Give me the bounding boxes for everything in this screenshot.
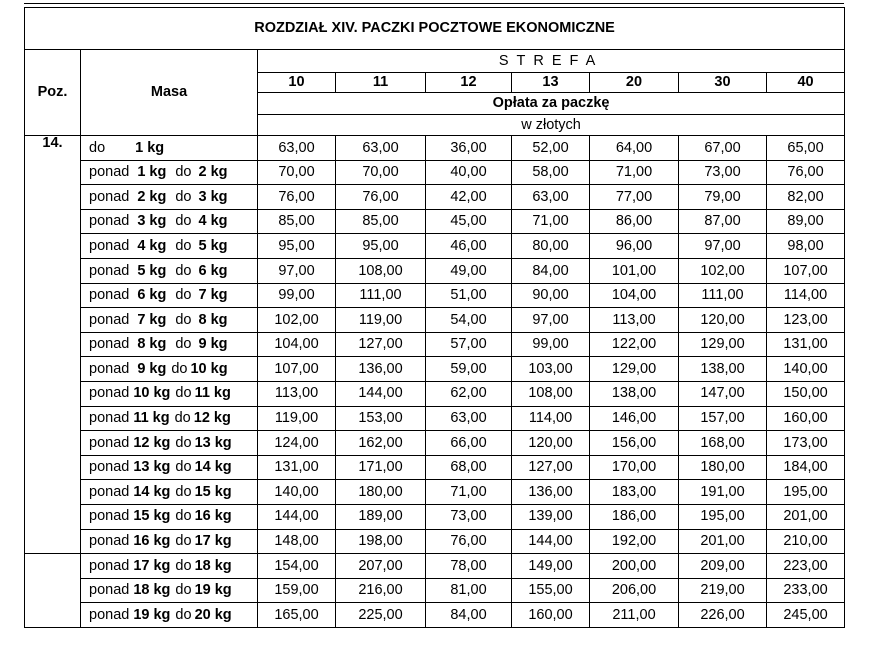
mass-to: 7 kg — [198, 287, 228, 304]
price-zone-40: 223,00 — [767, 554, 845, 579]
mass-from: 3 kg — [137, 213, 167, 230]
mass-to: 12 kg — [193, 410, 231, 427]
table-row — [25, 258, 845, 283]
mass-to: 5 kg — [198, 237, 228, 254]
mass-prefix: ponad — [89, 287, 130, 304]
mass-range — [81, 136, 258, 161]
price-zone-30: 195,00 — [679, 504, 767, 529]
price-zone-13: 139,00 — [512, 504, 590, 529]
mass-to: 14 kg — [194, 459, 232, 476]
mass-from: 9 kg — [137, 360, 167, 377]
price-zone-30: 219,00 — [679, 578, 767, 603]
price-zone-40: 173,00 — [767, 431, 845, 456]
price-zone-12: 46,00 — [426, 234, 512, 259]
price-zone-10: 154,00 — [258, 554, 336, 579]
price-zone-30: 79,00 — [679, 185, 767, 210]
zone-header-30: 30 — [679, 73, 767, 93]
price-zone-10: 102,00 — [258, 308, 336, 333]
price-zone-13: 160,00 — [512, 603, 590, 628]
mass-to-word: do — [175, 459, 192, 476]
price-zone-12: 76,00 — [426, 529, 512, 554]
section-title: ROZDZIAŁ XIV. PACZKI POCZTOWE EKONOMICZNE — [25, 8, 845, 50]
header-masa: Masa — [81, 50, 258, 136]
price-zone-30: 157,00 — [679, 406, 767, 431]
price-zone-12: 73,00 — [426, 504, 512, 529]
mass-to-word: do — [175, 237, 192, 254]
mass-to-word: do — [175, 606, 192, 623]
tariff-body — [25, 136, 845, 628]
mass-from: 14 kg — [133, 483, 171, 500]
price-zone-13: 63,00 — [512, 185, 590, 210]
mass-to: 15 kg — [194, 483, 232, 500]
price-zone-30: 201,00 — [679, 529, 767, 554]
mass-range — [81, 480, 258, 505]
position-empty — [25, 554, 81, 628]
price-zone-30: 168,00 — [679, 431, 767, 456]
price-zone-12: 81,00 — [426, 578, 512, 603]
mass-range — [81, 381, 258, 406]
price-zone-30: 209,00 — [679, 554, 767, 579]
mass-to-word: do — [175, 483, 192, 500]
price-zone-30: 73,00 — [679, 160, 767, 185]
mass-prefix: ponad — [89, 434, 130, 451]
position-number: 14. — [25, 136, 81, 554]
mass-to-word: do — [171, 360, 188, 377]
table-row — [25, 529, 845, 554]
price-zone-13: 103,00 — [512, 357, 590, 382]
mass-to: 9 kg — [198, 336, 228, 353]
price-zone-11: 63,00 — [336, 136, 426, 161]
price-zone-10: 140,00 — [258, 480, 336, 505]
mass-from: 15 kg — [133, 508, 171, 525]
price-zone-20: 211,00 — [590, 603, 679, 628]
price-zone-30: 97,00 — [679, 234, 767, 259]
mass-to-word: do — [175, 336, 192, 353]
mass-to-word: do — [175, 533, 192, 550]
mass-from: 1 kg — [137, 164, 167, 181]
price-zone-40: 210,00 — [767, 529, 845, 554]
price-zone-30: 191,00 — [679, 480, 767, 505]
price-zone-30: 67,00 — [679, 136, 767, 161]
mass-prefix: ponad — [89, 336, 130, 353]
price-zone-10: 104,00 — [258, 332, 336, 357]
price-zone-10: 76,00 — [258, 185, 336, 210]
zone-header-12: 12 — [426, 73, 512, 93]
header-fee: Opłata za paczkę — [258, 93, 845, 115]
mass-range — [81, 431, 258, 456]
mass-to: 3 kg — [198, 188, 228, 205]
mass-prefix: ponad — [89, 459, 130, 476]
mass-prefix: ponad — [89, 360, 130, 377]
mass-to: 20 kg — [194, 606, 232, 623]
mass-from: 5 kg — [137, 262, 167, 279]
mass-to: 4 kg — [198, 213, 228, 230]
price-zone-13: 108,00 — [512, 381, 590, 406]
price-zone-11: 95,00 — [336, 234, 426, 259]
price-zone-13: 99,00 — [512, 332, 590, 357]
price-zone-13: 84,00 — [512, 258, 590, 283]
price-zone-12: 51,00 — [426, 283, 512, 308]
price-zone-40: 98,00 — [767, 234, 845, 259]
mass-from: 6 kg — [137, 287, 167, 304]
price-zone-13: 149,00 — [512, 554, 590, 579]
mass-range — [81, 603, 258, 628]
mass-prefix: ponad — [89, 508, 130, 525]
price-zone-11: 225,00 — [336, 603, 426, 628]
mass-range — [81, 185, 258, 210]
table-row — [25, 381, 845, 406]
mass-to: 10 kg — [190, 360, 228, 377]
mass-range — [81, 406, 258, 431]
price-zone-20: 122,00 — [590, 332, 679, 357]
mass-to-word: do — [175, 557, 192, 574]
mass-to-word: do — [175, 164, 192, 181]
price-zone-20: 129,00 — [590, 357, 679, 382]
price-zone-20: 170,00 — [590, 455, 679, 480]
tariff-table — [24, 7, 845, 628]
price-zone-30: 138,00 — [679, 357, 767, 382]
price-zone-20: 146,00 — [590, 406, 679, 431]
price-zone-10: 99,00 — [258, 283, 336, 308]
price-zone-11: 119,00 — [336, 308, 426, 333]
mass-to: 13 kg — [194, 434, 232, 451]
price-zone-40: 114,00 — [767, 283, 845, 308]
mass-to-word: do — [175, 582, 192, 599]
mass-prefix: ponad — [89, 213, 130, 230]
header-strefa: STREFA — [258, 50, 845, 73]
price-zone-30: 87,00 — [679, 209, 767, 234]
price-zone-10: 97,00 — [258, 258, 336, 283]
price-zone-20: 86,00 — [590, 209, 679, 234]
mass-from: 16 kg — [133, 533, 171, 550]
price-zone-20: 71,00 — [590, 160, 679, 185]
mass-prefix: do — [89, 139, 106, 156]
price-zone-40: 76,00 — [767, 160, 845, 185]
mass-range — [81, 283, 258, 308]
zone-header-13: 13 — [512, 73, 590, 93]
price-zone-12: 36,00 — [426, 136, 512, 161]
zone-header-40: 40 — [767, 73, 845, 93]
zone-header-20: 20 — [590, 73, 679, 93]
table-row — [25, 185, 845, 210]
price-zone-40: 245,00 — [767, 603, 845, 628]
price-zone-40: 150,00 — [767, 381, 845, 406]
price-zone-40: 65,00 — [767, 136, 845, 161]
mass-prefix: ponad — [89, 606, 130, 623]
price-zone-11: 127,00 — [336, 332, 426, 357]
mass-prefix: ponad — [89, 311, 130, 328]
table-row — [25, 406, 845, 431]
price-zone-20: 183,00 — [590, 480, 679, 505]
table-row — [25, 136, 845, 161]
price-zone-11: 189,00 — [336, 504, 426, 529]
mass-from: 2 kg — [137, 188, 167, 205]
price-zone-20: 186,00 — [590, 504, 679, 529]
price-zone-30: 102,00 — [679, 258, 767, 283]
price-zone-40: 201,00 — [767, 504, 845, 529]
price-zone-10: 144,00 — [258, 504, 336, 529]
table-row — [25, 308, 845, 333]
price-zone-40: 140,00 — [767, 357, 845, 382]
price-zone-13: 136,00 — [512, 480, 590, 505]
price-zone-10: 165,00 — [258, 603, 336, 628]
mass-to: 18 kg — [194, 557, 232, 574]
mass-to-word: do — [175, 188, 192, 205]
price-zone-40: 160,00 — [767, 406, 845, 431]
mass-from: 12 kg — [133, 434, 171, 451]
price-zone-30: 111,00 — [679, 283, 767, 308]
mass-from: 10 kg — [133, 385, 171, 402]
price-zone-20: 77,00 — [590, 185, 679, 210]
price-zone-12: 49,00 — [426, 258, 512, 283]
table-row — [25, 431, 845, 456]
mass-range — [81, 160, 258, 185]
price-zone-10: 113,00 — [258, 381, 336, 406]
price-zone-30: 226,00 — [679, 603, 767, 628]
price-zone-30: 180,00 — [679, 455, 767, 480]
price-zone-40: 233,00 — [767, 578, 845, 603]
price-zone-12: 54,00 — [426, 308, 512, 333]
price-zone-40: 184,00 — [767, 455, 845, 480]
table-row — [25, 578, 845, 603]
header-poz: Poz. — [25, 50, 81, 136]
mass-from: 4 kg — [137, 237, 167, 254]
price-zone-20: 101,00 — [590, 258, 679, 283]
price-zone-20: 64,00 — [590, 136, 679, 161]
zone-header-10: 10 — [258, 73, 336, 93]
price-zone-11: 207,00 — [336, 554, 426, 579]
mass-from: 11 kg — [133, 410, 170, 427]
mass-from: 18 kg — [133, 582, 171, 599]
price-zone-12: 40,00 — [426, 160, 512, 185]
price-zone-12: 59,00 — [426, 357, 512, 382]
price-zone-10: 159,00 — [258, 578, 336, 603]
price-zone-11: 153,00 — [336, 406, 426, 431]
price-zone-13: 144,00 — [512, 529, 590, 554]
price-zone-10: 70,00 — [258, 160, 336, 185]
price-zone-40: 107,00 — [767, 258, 845, 283]
price-zone-11: 144,00 — [336, 381, 426, 406]
price-zone-12: 42,00 — [426, 185, 512, 210]
mass-to: 6 kg — [198, 262, 228, 279]
price-zone-11: 111,00 — [336, 283, 426, 308]
mass-prefix: ponad — [89, 410, 130, 427]
price-zone-12: 63,00 — [426, 406, 512, 431]
price-zone-11: 180,00 — [336, 480, 426, 505]
price-zone-11: 136,00 — [336, 357, 426, 382]
mass-to: 2 kg — [198, 164, 228, 181]
mass-range — [81, 234, 258, 259]
price-zone-10: 85,00 — [258, 209, 336, 234]
mass-to-word: do — [175, 213, 192, 230]
mass-range — [81, 578, 258, 603]
price-zone-10: 119,00 — [258, 406, 336, 431]
price-zone-12: 84,00 — [426, 603, 512, 628]
price-zone-30: 129,00 — [679, 332, 767, 357]
mass-prefix: ponad — [89, 582, 130, 599]
price-zone-40: 123,00 — [767, 308, 845, 333]
mass-range — [81, 209, 258, 234]
mass-to: 8 kg — [198, 311, 228, 328]
price-zone-13: 127,00 — [512, 455, 590, 480]
mass-range — [81, 504, 258, 529]
price-zone-20: 96,00 — [590, 234, 679, 259]
mass-from: 19 kg — [133, 606, 171, 623]
price-zone-12: 78,00 — [426, 554, 512, 579]
mass-from: 7 kg — [137, 311, 167, 328]
mass-prefix: ponad — [89, 262, 130, 279]
mass-to: 19 kg — [194, 582, 232, 599]
price-zone-13: 120,00 — [512, 431, 590, 456]
mass-to-word: do — [175, 311, 192, 328]
mass-range — [81, 332, 258, 357]
price-zone-10: 107,00 — [258, 357, 336, 382]
table-row — [25, 234, 845, 259]
table-row — [25, 160, 845, 185]
price-zone-12: 62,00 — [426, 381, 512, 406]
mass-prefix: ponad — [89, 557, 130, 574]
price-zone-20: 104,00 — [590, 283, 679, 308]
mass-to: 17 kg — [194, 533, 232, 550]
table-row — [25, 283, 845, 308]
mass-range — [81, 258, 258, 283]
price-zone-13: 71,00 — [512, 209, 590, 234]
price-zone-20: 192,00 — [590, 529, 679, 554]
table-row — [25, 357, 845, 382]
mass-to-word: do — [175, 287, 192, 304]
price-zone-12: 71,00 — [426, 480, 512, 505]
price-zone-12: 68,00 — [426, 455, 512, 480]
mass-to: 1 kg — [135, 139, 165, 156]
mass-from: 8 kg — [137, 336, 167, 353]
mass-prefix: ponad — [89, 237, 130, 254]
mass-range — [81, 455, 258, 480]
price-zone-13: 80,00 — [512, 234, 590, 259]
price-zone-10: 95,00 — [258, 234, 336, 259]
table-row — [25, 209, 845, 234]
price-zone-13: 155,00 — [512, 578, 590, 603]
mass-to-word: do — [174, 410, 191, 427]
table-row — [25, 332, 845, 357]
price-zone-11: 162,00 — [336, 431, 426, 456]
top-rule — [24, 3, 844, 4]
mass-range — [81, 357, 258, 382]
price-zone-12: 45,00 — [426, 209, 512, 234]
table-row — [25, 554, 845, 579]
price-zone-40: 82,00 — [767, 185, 845, 210]
price-zone-20: 200,00 — [590, 554, 679, 579]
mass-prefix: ponad — [89, 385, 130, 402]
price-zone-10: 63,00 — [258, 136, 336, 161]
header-unit: w złotych — [258, 115, 845, 136]
price-zone-40: 89,00 — [767, 209, 845, 234]
price-zone-30: 120,00 — [679, 308, 767, 333]
price-zone-13: 58,00 — [512, 160, 590, 185]
price-zone-13: 90,00 — [512, 283, 590, 308]
mass-prefix: ponad — [89, 483, 130, 500]
price-zone-10: 148,00 — [258, 529, 336, 554]
price-zone-12: 66,00 — [426, 431, 512, 456]
price-zone-20: 156,00 — [590, 431, 679, 456]
price-zone-30: 147,00 — [679, 381, 767, 406]
price-zone-11: 198,00 — [336, 529, 426, 554]
table-row — [25, 504, 845, 529]
mass-range — [81, 308, 258, 333]
price-zone-20: 138,00 — [590, 381, 679, 406]
mass-to: 16 kg — [194, 508, 232, 525]
mass-prefix: ponad — [89, 164, 130, 181]
price-zone-13: 52,00 — [512, 136, 590, 161]
mass-range — [81, 554, 258, 579]
price-zone-12: 57,00 — [426, 332, 512, 357]
price-zone-11: 108,00 — [336, 258, 426, 283]
price-zone-10: 131,00 — [258, 455, 336, 480]
table-row — [25, 455, 845, 480]
mass-from: 17 kg — [133, 557, 171, 574]
mass-to-word: do — [175, 385, 192, 402]
price-zone-11: 70,00 — [336, 160, 426, 185]
price-zone-11: 76,00 — [336, 185, 426, 210]
table-row — [25, 480, 845, 505]
mass-range — [81, 529, 258, 554]
mass-prefix: ponad — [89, 533, 130, 550]
price-zone-13: 97,00 — [512, 308, 590, 333]
mass-to: 11 kg — [194, 385, 231, 402]
mass-from: 13 kg — [133, 459, 171, 476]
price-zone-11: 85,00 — [336, 209, 426, 234]
mass-to-word: do — [175, 434, 192, 451]
price-zone-20: 113,00 — [590, 308, 679, 333]
price-zone-20: 206,00 — [590, 578, 679, 603]
table-row — [25, 603, 845, 628]
mass-prefix: ponad — [89, 188, 130, 205]
zone-header-11: 11 — [336, 73, 426, 93]
price-zone-10: 124,00 — [258, 431, 336, 456]
price-zone-40: 131,00 — [767, 332, 845, 357]
mass-to-word: do — [175, 262, 192, 279]
price-zone-11: 171,00 — [336, 455, 426, 480]
price-zone-11: 216,00 — [336, 578, 426, 603]
price-zone-40: 195,00 — [767, 480, 845, 505]
mass-to-word: do — [175, 508, 192, 525]
price-zone-13: 114,00 — [512, 406, 590, 431]
